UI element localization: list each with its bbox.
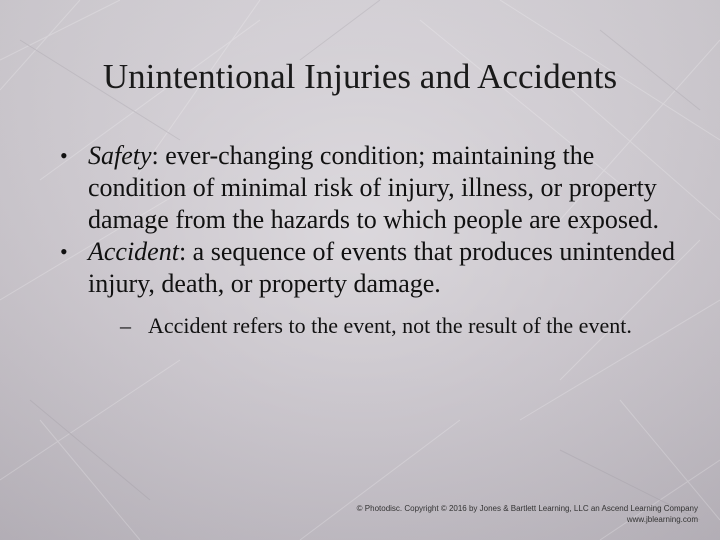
bullet-marker: • [60,239,68,264]
bullet-accident [58,236,678,300]
sub-bullet-marker: – [120,313,131,338]
bullet-safety [58,140,678,236]
slide-title: Unintentional Injuries and Accidents [102,57,618,96]
copyright-line: © Photodisc. Copyright © 2016 by Jones & Bartlett Learning, LLC an Ascend Learning Company [356,504,698,513]
bullet-text: : a sequence of events that produces unintended injury, death, or property damage. [88,237,675,298]
slide-content [58,140,678,340]
bullet-marker: • [60,143,68,168]
sub-bullet-text: Accident refers to the event, not the result of the event. [148,313,632,338]
sub-bullet [120,312,668,340]
bullet-term: Accident [88,237,179,266]
copyright-notice [357,503,698,525]
bullet-term: Safety [88,141,152,170]
publisher-url: www.jblearning.com [626,515,698,524]
bullet-text: : ever-changing condition; maintaining the condition of minimal risk of injury, illness, or property damage from the hazards to which people are exposed. [88,141,660,234]
